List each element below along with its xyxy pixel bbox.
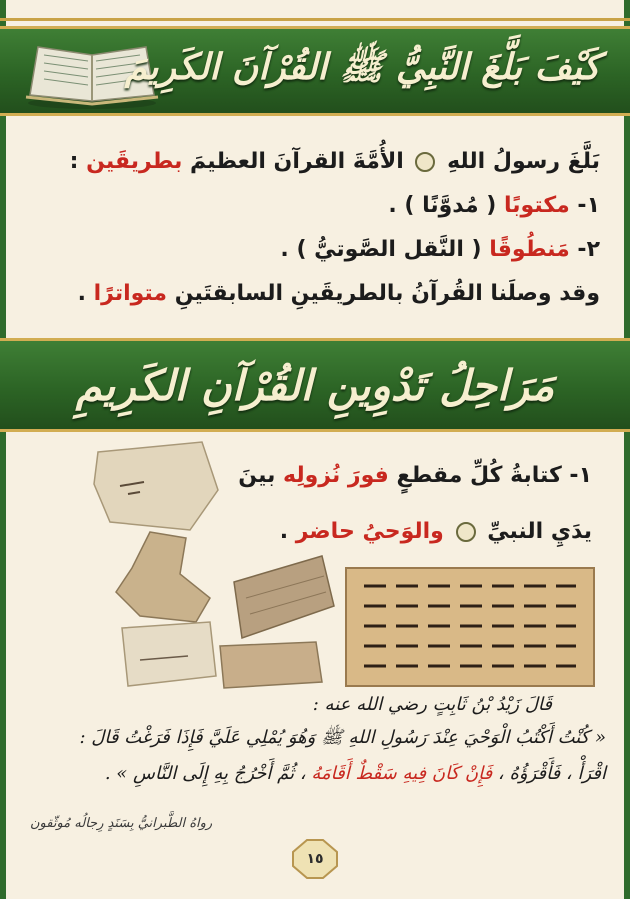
parchment-manuscript-image xyxy=(344,566,596,688)
intro-line-4 xyxy=(10,272,600,316)
intro-punct: . xyxy=(77,281,86,306)
intro-item-1 xyxy=(10,184,600,228)
stage-number: ١- xyxy=(569,463,592,488)
intro-text: وقد وصلَنا القُرآنُ بالطريقَينِ السابقتَينِ xyxy=(174,281,600,306)
stage-highlight: فورَ نُزولِه xyxy=(283,463,389,488)
item-text: ( مُدوَّنًا ) . xyxy=(388,193,497,218)
top-gold-line xyxy=(0,18,630,21)
intro-text-a: بَلَّغَ رسولُ اللهِ xyxy=(447,149,600,174)
hadith-quote xyxy=(20,690,606,792)
item-number: ٢- xyxy=(577,237,600,262)
hadith-source: رواهُ الطَّبرانيُّ بِسَنَدٍ رِجالُه مُوثّقون xyxy=(30,816,213,831)
stage-line-1 xyxy=(238,448,592,504)
page-number: ١٥ xyxy=(306,851,324,867)
page-title: كَيْفَ بَلَّغَ النَّبِيُّ ﷺ القُرْآنَ الكَرِيمَ xyxy=(124,46,600,88)
shoulder-bone-image xyxy=(110,528,220,626)
intro-punct: : xyxy=(69,149,79,174)
quote-line-1: « كُنْتُ أَكْتُبُ الْوَحْيَ عِنْدَ رَسُولِ اللهِ ﷺ وَهُوَ يُمْلِي عَلَيَّ فَإِذَا فَرَغْتُ قَالَ : xyxy=(79,727,606,748)
quote-highlight: فَإِنْ كَانَ فِيهِ سَقْطٌ أَقَامَهُ xyxy=(311,763,493,784)
stage-line-2 xyxy=(238,504,592,560)
palm-stalk-image xyxy=(226,552,338,644)
intro-text-b: الأُمَّةَ القرآنَ العظيمَ xyxy=(190,149,404,174)
stage-highlight: والوَحيُ حاضر xyxy=(295,519,444,544)
bone-fragment-image xyxy=(92,438,222,534)
salutation-seal-icon xyxy=(456,522,476,542)
intro-highlight: بطريقَين xyxy=(86,149,183,174)
stone-tablet-image xyxy=(118,620,218,690)
quote-text: ، ثُمَّ أَخْرُجُ بِهِ إِلَى النَّاسِ » . xyxy=(104,763,306,784)
stage-punct: . xyxy=(279,519,289,544)
skin-fragment-image xyxy=(214,640,324,690)
intro-item-2 xyxy=(10,228,600,272)
quote-header: قَالَ زَيْدُ بْنُ ثَابِتٍ رضي الله عنه : xyxy=(312,694,552,715)
intro-text xyxy=(10,140,600,316)
intro-highlight: متواترًا xyxy=(93,281,168,306)
stage-1-text xyxy=(238,448,592,560)
header-banner xyxy=(0,26,630,116)
stage-text: بينَ xyxy=(238,463,276,488)
item-number: ١- xyxy=(577,193,600,218)
item-text: ( النَّقل الصَّوتيُّ ) . xyxy=(280,237,482,262)
stage-text: يدَيِ النبيِّ xyxy=(487,519,592,544)
section-title: مَرَاحِلُ تَدْوِينِ القُرْآنِ الكَرِيمِ xyxy=(75,360,555,410)
intro-line-1 xyxy=(10,140,600,184)
item-highlight: مكتوبًا xyxy=(504,193,570,218)
section-banner xyxy=(0,338,630,432)
page-number-badge xyxy=(291,838,339,880)
quote-text: اقْرَأْ ، فَأَقْرَؤُهُ ، xyxy=(497,763,606,784)
item-highlight: مَنطُوقًا xyxy=(489,237,570,262)
quote-line-2 xyxy=(20,756,606,792)
salutation-seal-icon xyxy=(415,152,435,172)
stage-text: كتابةُ كُلِّ مقطعٍ xyxy=(396,463,562,488)
